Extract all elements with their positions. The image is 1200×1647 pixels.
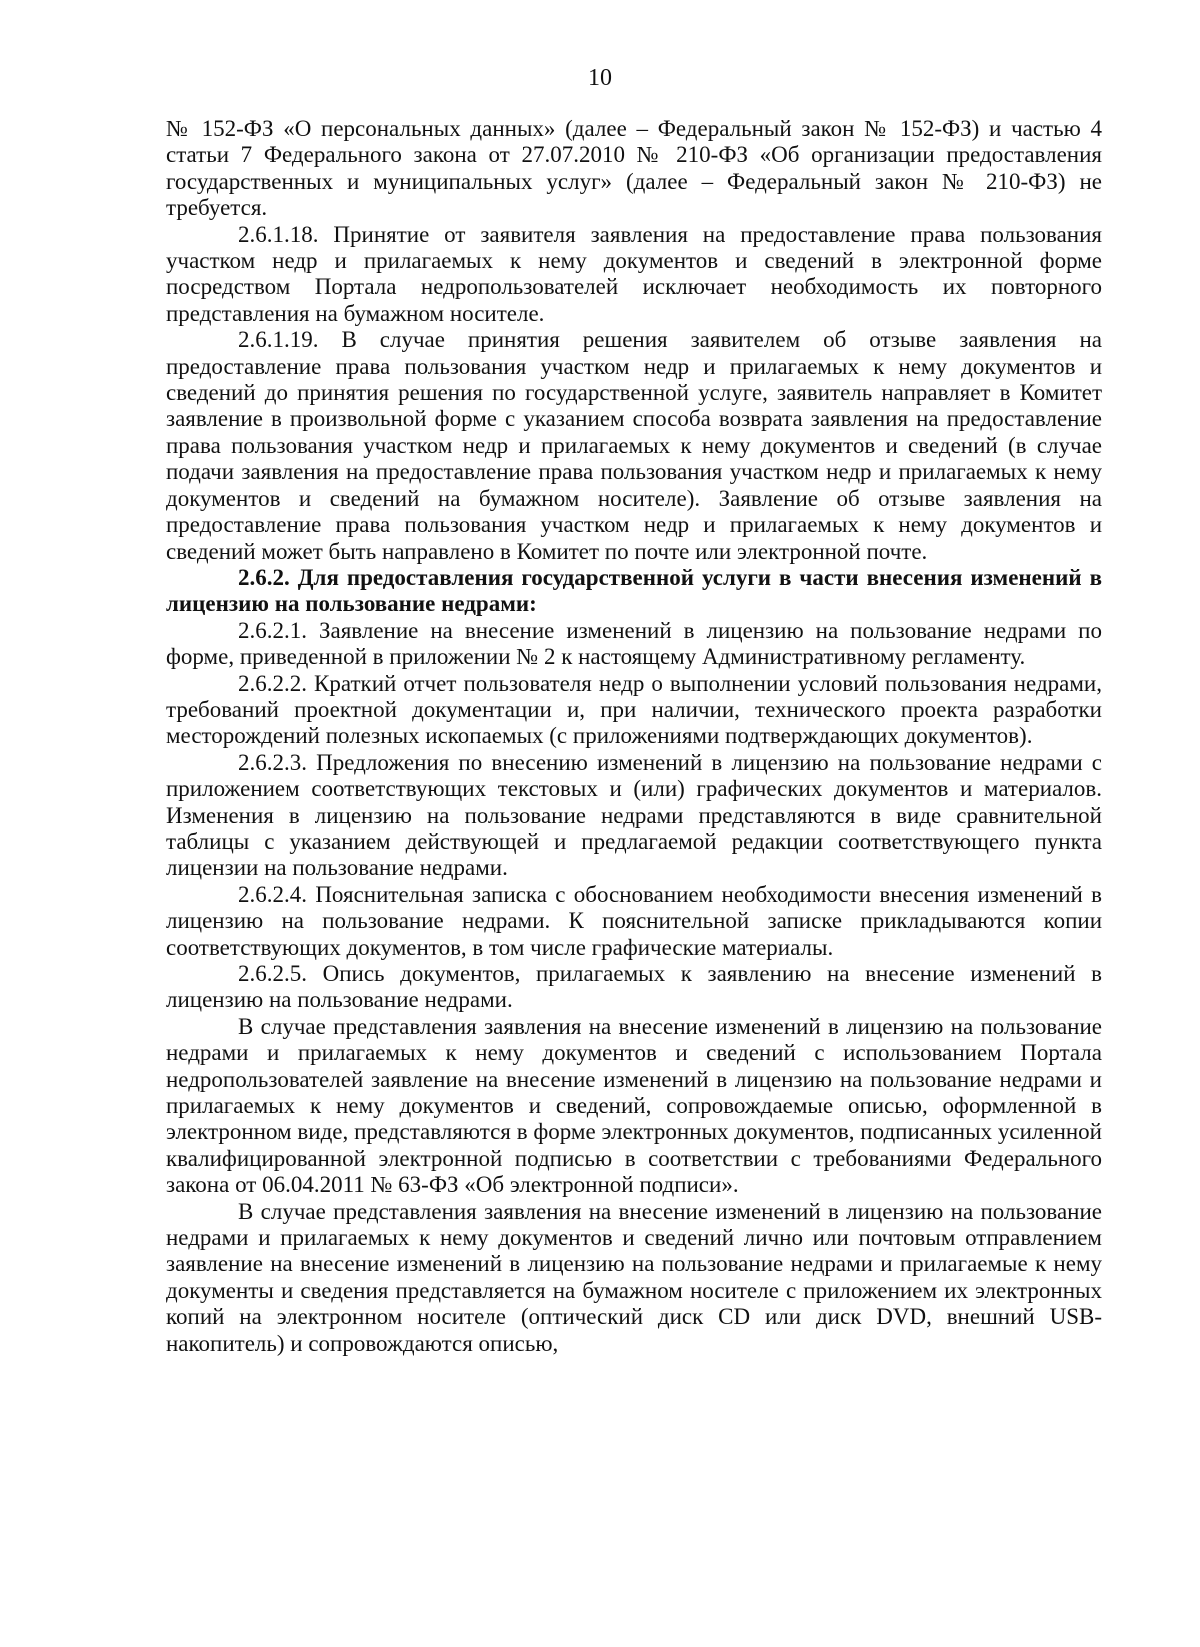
paragraph-portal-submission: В случае представления заявления на внесение изменений в лицензию на пользование недрами и прилагаемых к нему документов и сведений с использованием Портала недропользователей заявление на внесение изменений в лицензию на пользование недрами и прилагаемых к нему документов и сведений, сопровождаемые описью, оформленной в электронном виде, представляются в форме электронных документов, подписанных усиленной квалифицированной электронной подписью в соответствии с требованиями Федерального закона от 06.04.2011 № 63-ФЗ «Об электронной подписи». [166,1013,1102,1198]
paragraph-2-6-1-18: 2.6.1.18. Принятие от заявителя заявления на предоставление права пользования участком недр и прилагаемых к нему документов и сведений в электронной форме посредством Портала недропользователей исключает необходимость их повторного представления на бумажном носителе. [166,221,1102,326]
paragraph-paper-submission: В случае представления заявления на внесение изменений в лицензию на пользование недрами и прилагаемых к нему документов и сведений лично или почтовым отправлением заявление на внесение изменений в лицензию на пользование недрами и прилагаемые к нему документы и сведения представляется на бумажном носителе с приложением их электронных копий на электронном носителе (оптический диск CD или диск DVD, внешний USB-накопитель) и сопровождаются описью, [166,1198,1102,1356]
paragraph-2-6-2-5: 2.6.2.5. Опись документов, прилагаемых к заявлению на внесение изменений в лицензию на пользование недрами. [166,961,1102,1013]
paragraph-2-6-2-4: 2.6.2.4. Пояснительная записка с обоснованием необходимости внесения изменений в лицензию на пользование недрами. К пояснительной записке прикладываются копии соответствующих документов, в том числе графические материалы. [166,881,1102,960]
paragraph-2-6-1-19: 2.6.1.19. В случае принятия решения заявителем об отзыве заявления на предоставление права пользования участком недр и прилагаемых к нему документов и сведений до принятия решения по государственной услуге, заявитель направляет в Комитет заявление в произвольной форме с указанием способа возврата заявления на предоставление права пользования участком недр и прилагаемых к нему документов и сведений (в случае подачи заявления на предоставление права пользования участком недр и прилагаемых к нему документов и сведений на бумажном носителе). Заявление об отзыве заявления на предоставление права пользования участком недр и прилагаемых к нему документов и сведений может быть направлено в Комитет по почте или электронной почте. [166,327,1102,564]
paragraph-2-6-2-2: 2.6.2.2. Краткий отчет пользователя недр о выполнении условий пользования недрами, требований проектной документации и, при наличии, технического проекта разработки месторождений полезных ископаемых (с приложениями подтверждающих документов). [166,670,1102,749]
paragraph-continuation: № 152-ФЗ «О персональных данных» (далее – Федеральный закон № 152-ФЗ) и частью 4 статьи 7 Федерального закона от 27.07.2010 № 210-ФЗ «Об организации предоставления государственных и муниципальных услуг» (далее – Федеральный закон № 210-ФЗ) не требуется. [166,116,1102,221]
page-number: 10 [588,65,612,91]
document-body [166,116,1102,1357]
section-heading-2-6-2: 2.6.2. Для предоставления государственной услуги в части внесения изменений в лицензию на пользование недрами: [166,564,1102,617]
paragraph-2-6-2-3: 2.6.2.3. Предложения по внесению изменений в лицензию на пользование недрами с приложением соответствующих текстовых и (или) графических документов и материалов. Изменения в лицензию на пользование недрами представляются в виде сравнительной таблицы с указанием действующей и предлагаемой редакции соответствующего пункта лицензии на пользование недрами. [166,749,1102,881]
paragraph-2-6-2-1: 2.6.2.1. Заявление на внесение изменений в лицензию на пользование недрами по форме, приведенной в приложении № 2 к настоящему Административному регламенту. [166,617,1102,670]
